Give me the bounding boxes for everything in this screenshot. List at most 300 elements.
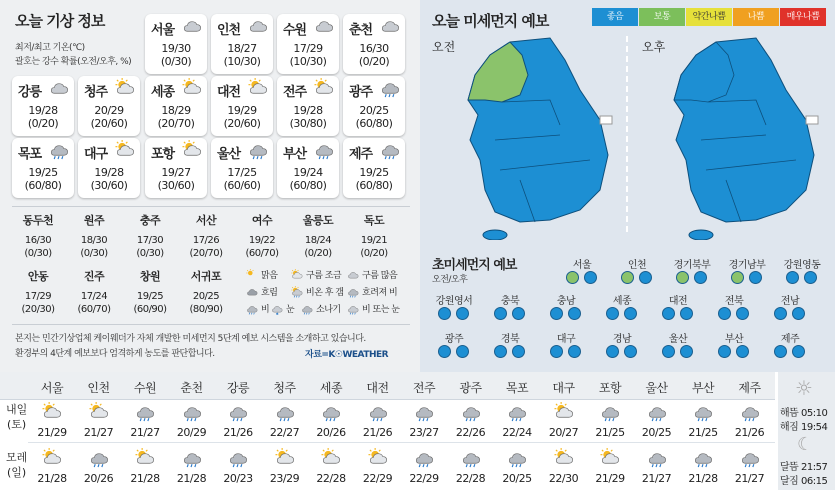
tomorrow-temp: 21/29 <box>37 426 67 439</box>
city-name: 목포 <box>18 147 42 162</box>
city-name: 충주 <box>139 214 161 227</box>
city-rain: (10/30) <box>223 55 261 68</box>
city-values <box>343 166 405 192</box>
city-cell <box>14 212 62 260</box>
rain-note: 괄호는 강수 확률(오전/오후, %) <box>15 57 132 67</box>
region-pm-dot <box>639 271 652 284</box>
dayafter-temp: 21/29 <box>595 472 625 485</box>
region-pm-dot <box>792 307 805 320</box>
sun-cloud-icon <box>551 402 577 422</box>
city-rain: (10/30) <box>289 55 327 68</box>
dayafter-temp: 21/28 <box>37 472 67 485</box>
map-am <box>440 30 620 240</box>
tomorrow-temp: 20/29 <box>176 426 207 439</box>
tomorrow-temp: 22/24 <box>502 426 532 439</box>
tomorrow-temp: 20/26 <box>316 426 346 439</box>
region-am-dot <box>550 345 563 358</box>
cloud-icon <box>313 16 335 36</box>
rain-icon <box>458 402 484 422</box>
rain-icon <box>318 402 344 422</box>
dayafter-temp: 22/29 <box>409 472 439 485</box>
legend-label: 소나기 <box>316 305 341 315</box>
city-rain: (0/20) <box>358 55 390 68</box>
tomorrow-temp: 21/26 <box>734 426 765 439</box>
sun-cloud-icon <box>132 448 158 468</box>
city-temp: 18/30 <box>80 235 108 246</box>
region-name: 대구 <box>556 334 576 345</box>
rain-icon <box>411 448 437 468</box>
region-am-dot <box>718 345 731 358</box>
legend-item <box>290 285 344 298</box>
sun-cloud-icon <box>247 78 269 98</box>
dust-level: 좋음 <box>592 8 638 26</box>
region-name: 대전 <box>668 296 688 307</box>
city-rain: (30/80) <box>289 117 327 130</box>
dayafter-temp: 21/28 <box>130 472 160 485</box>
city-rain: (0/30) <box>24 248 52 259</box>
legend-item <box>346 285 397 298</box>
tomorrow-temp: 22/26 <box>455 426 486 439</box>
city-card <box>78 138 140 198</box>
legend-item <box>300 302 341 315</box>
city-name: 전주 <box>283 85 307 100</box>
city-values <box>126 234 174 260</box>
temp-note: 최저/최고 기온(℃) <box>15 43 85 53</box>
rain-icon <box>737 402 763 422</box>
city-cell <box>182 268 230 316</box>
region-am-dot <box>566 271 579 284</box>
region-name: 강원영동 <box>783 260 821 271</box>
forecast-city: 세종 <box>319 381 343 395</box>
city-values <box>12 166 74 192</box>
rain-icon <box>690 402 716 422</box>
city-temp: 20/25 <box>359 104 389 117</box>
region-pm-dot <box>804 271 817 284</box>
city-card <box>277 76 339 136</box>
snow-icon <box>270 303 284 315</box>
rain-icon <box>458 448 484 468</box>
region-am-dot <box>774 345 787 358</box>
city-name: 여수 <box>251 214 273 227</box>
region-name: 세종 <box>612 296 632 307</box>
legend-label: 눈 <box>286 305 295 315</box>
city-rain: (0/30) <box>80 248 108 259</box>
region-am-dot <box>550 307 563 320</box>
dayafter-temp: 21/28 <box>688 472 718 485</box>
rain-icon <box>597 402 623 422</box>
rain-icon <box>225 402 251 422</box>
rain-icon <box>365 402 391 422</box>
city-name: 춘천 <box>349 23 373 38</box>
region-name: 충북 <box>500 296 520 307</box>
map-pm <box>646 30 826 240</box>
forecast-city: 대구 <box>552 381 575 395</box>
cloud-rain-icon <box>346 286 360 298</box>
city-rain: (60/80) <box>355 117 393 130</box>
sun-cloud-icon <box>272 448 298 468</box>
city-card <box>12 76 74 136</box>
city-rain: (20/60) <box>90 117 128 130</box>
city-rain: (30/60) <box>90 179 128 192</box>
region-am-dot <box>621 271 634 284</box>
city-name: 대구 <box>84 147 108 162</box>
city-temp: 17/26 <box>192 235 220 246</box>
tomorrow-temp: 20/25 <box>641 426 672 439</box>
rain-icon <box>737 448 763 468</box>
city-cell <box>126 212 174 260</box>
city-name: 수원 <box>283 23 307 38</box>
region-pm-dot <box>749 271 762 284</box>
forecast-city: 춘천 <box>180 381 203 395</box>
cloud-icon <box>181 16 203 36</box>
region-name: 인천 <box>627 260 647 271</box>
city-temp: 19/24 <box>293 166 323 179</box>
city-values <box>277 42 339 68</box>
dayafter-temp: 22/28 <box>316 472 346 485</box>
rain-icon <box>313 140 335 160</box>
region-am-dot <box>606 307 619 320</box>
region-pm-dot <box>456 345 469 358</box>
city-values <box>211 166 273 192</box>
rain-icon <box>48 140 70 160</box>
sun-cloud-icon <box>313 78 335 98</box>
city-rain: (60/60) <box>223 179 261 192</box>
sun-cloud-icon <box>39 448 65 468</box>
legend-label: 흐려져 비 <box>362 288 398 298</box>
legend-label: 흐림 <box>261 288 278 298</box>
cloud-icon <box>48 78 70 98</box>
city-values <box>294 234 342 260</box>
tomorrow-temp: 21/27 <box>130 426 160 439</box>
city-values <box>182 290 230 316</box>
city-rain: (60/80) <box>289 179 327 192</box>
legend-label: 구름 조금 <box>306 271 342 281</box>
city-values <box>14 290 62 316</box>
rain-icon <box>179 448 205 468</box>
region-pm-dot <box>456 307 469 320</box>
city-values <box>350 234 398 260</box>
city-temp: 19/27 <box>161 166 191 179</box>
dayafter-temp: 20/25 <box>502 472 532 485</box>
city-values <box>277 104 339 130</box>
forecast-city: 목포 <box>505 381 529 395</box>
dust-level: 나쁨 <box>733 8 779 26</box>
dayafter-label: 모레 <box>6 451 28 464</box>
city-name: 안동 <box>27 270 49 283</box>
city-name: 대전 <box>217 85 241 100</box>
city-card <box>277 14 339 74</box>
city-values <box>145 42 207 68</box>
region-name: 서울 <box>572 260 592 271</box>
region-am-dot <box>494 307 507 320</box>
region-pm-dot <box>624 307 637 320</box>
city-cell <box>14 268 62 316</box>
city-temp: 17/30 <box>136 235 164 246</box>
city-name: 진주 <box>83 270 105 283</box>
overcast-icon <box>245 286 259 298</box>
region-name: 충남 <box>556 296 576 307</box>
region-am-dot <box>786 271 799 284</box>
city-temp: 19/22 <box>248 235 276 246</box>
city-name: 포항 <box>151 147 175 162</box>
city-values <box>343 104 405 130</box>
city-card <box>145 76 207 136</box>
legend-item <box>245 285 277 298</box>
city-name: 청주 <box>84 85 108 100</box>
city-temp: 18/24 <box>304 235 332 246</box>
city-values <box>70 234 118 260</box>
rain-icon <box>379 140 401 160</box>
rain-icon <box>86 448 112 468</box>
city-temp: 19/28 <box>28 104 58 117</box>
dayafter-temp: 22/30 <box>548 472 579 485</box>
region-am-dot <box>662 345 675 358</box>
city-values <box>182 234 230 260</box>
legend-label: 비온 후 갬 <box>306 288 344 298</box>
sunrise-time: 해뜸 05:10 <box>780 408 828 419</box>
city-rain: (20/70) <box>189 248 223 259</box>
city-temp: 19/25 <box>28 166 58 179</box>
city-values <box>145 166 207 192</box>
city-rain: (0/20) <box>360 248 388 259</box>
rain-icon <box>179 402 205 422</box>
forecast-city: 전주 <box>412 381 436 395</box>
svg-text:✱: ✱ <box>275 311 279 315</box>
legend-item <box>290 268 341 281</box>
region-am-dot <box>606 345 619 358</box>
city-values <box>126 290 174 316</box>
legend-label: 비 또는 눈 <box>362 305 400 315</box>
tomorrow-temp: 20/27 <box>548 426 579 439</box>
region-name: 경기남부 <box>728 260 766 271</box>
region-am-dot <box>494 345 507 358</box>
city-temp: 17/29 <box>293 42 323 55</box>
rain-icon <box>132 402 158 422</box>
city-card <box>211 76 273 136</box>
sunset-time: 해짐 19:54 <box>780 422 828 433</box>
legend-item <box>245 268 277 281</box>
tomorrow-temp: 21/26 <box>223 426 253 439</box>
forecast-city: 인천 <box>87 381 110 395</box>
city-cell <box>70 268 118 316</box>
region-name: 광주 <box>444 334 464 345</box>
region-name: 제주 <box>780 334 800 345</box>
dust-level: 매우나쁨 <box>780 8 826 26</box>
region-pm-dot <box>680 345 693 358</box>
city-name: 강릉 <box>18 85 42 100</box>
region-pm-dot <box>584 271 597 284</box>
cloud-icon <box>346 269 360 281</box>
moonset-time: 달짐 06:15 <box>780 476 828 487</box>
city-rain: (60/80) <box>355 179 393 192</box>
region-name: 강원영서 <box>435 296 473 307</box>
forecast-city: 포항 <box>598 381 622 395</box>
sun-cloud-icon <box>114 140 136 160</box>
city-temp: 19/28 <box>293 104 323 117</box>
shower-icon <box>300 303 314 315</box>
dayafter-temp: 21/27 <box>734 472 765 485</box>
city-values <box>78 104 140 130</box>
city-temp: 20/25 <box>192 291 220 302</box>
city-temp: 16/30 <box>24 235 52 246</box>
forecast-city: 강릉 <box>226 381 250 395</box>
forecast-city: 울산 <box>645 381 668 395</box>
region-name: 전남 <box>780 296 800 307</box>
city-temp: 17/25 <box>227 166 257 179</box>
city-rain: (20/70) <box>157 117 195 130</box>
region-pm-dot <box>680 307 693 320</box>
forecast-city: 제주 <box>738 381 761 395</box>
sun-cloud-icon <box>114 78 136 98</box>
city-rain: (20/60) <box>223 117 261 130</box>
cloud-icon <box>379 16 401 36</box>
region-pm-dot <box>568 307 581 320</box>
city-name: 세종 <box>151 85 175 100</box>
city-values <box>78 166 140 192</box>
city-rain: (60/70) <box>245 248 279 259</box>
moonrise-time: 달뜸 21:57 <box>780 462 828 473</box>
forecast-city: 부산 <box>691 381 715 395</box>
dayafter-temp: 23/29 <box>269 472 300 485</box>
region-am-dot <box>718 307 731 320</box>
city-name: 창원 <box>139 270 161 283</box>
city-rain: (0/30) <box>160 55 192 68</box>
dayafter-day: (일) <box>7 466 27 479</box>
tomorrow-temp: 22/27 <box>269 426 300 439</box>
city-cell <box>126 268 174 316</box>
legend-label: 구름 많음 <box>362 271 398 281</box>
city-name: 제주 <box>349 147 373 162</box>
region-pm-dot <box>792 345 805 358</box>
region-am-dot <box>676 271 689 284</box>
sun-cloud-icon <box>86 402 112 422</box>
region-am-dot <box>438 307 451 320</box>
city-values <box>145 104 207 130</box>
city-name: 인천 <box>217 23 241 38</box>
region-am-dot <box>774 307 787 320</box>
city-name: 울릉도 <box>302 214 334 227</box>
city-temp: 19/29 <box>227 104 257 117</box>
forecast-city: 대전 <box>366 381 389 395</box>
region-pm-dot <box>512 345 525 358</box>
region-name: 경남 <box>612 334 632 345</box>
city-card <box>343 138 405 198</box>
am-label: 오전 <box>432 40 456 54</box>
sun-cloud-icon <box>290 269 304 281</box>
city-rain: (30/60) <box>157 179 195 192</box>
source-label: 자료=K☉WEATHER <box>305 350 389 360</box>
sun-cloud-icon <box>318 448 344 468</box>
city-temp: 19/21 <box>360 235 388 246</box>
city-rain: (80/90) <box>189 304 223 315</box>
region-am-dot <box>662 307 675 320</box>
rain-icon <box>272 402 298 422</box>
city-cell <box>350 212 398 260</box>
dust-title: 오늘 미세먼지 예보 <box>432 12 549 30</box>
city-name: 원주 <box>83 214 105 227</box>
city-values <box>70 290 118 316</box>
sun-cloud-icon <box>39 402 65 422</box>
forecast-city: 서울 <box>40 381 64 395</box>
ultrafine-title: 초미세먼지 예보 <box>432 258 517 273</box>
city-card <box>211 14 273 74</box>
dust-level: 보통 <box>639 8 685 26</box>
sun-cloud-icon <box>365 448 391 468</box>
rain-icon <box>379 78 401 98</box>
footer-note-2: 환경부의 4단계 예보보다 엄격하게 농도를 판단합니다. <box>15 349 215 359</box>
city-name: 광주 <box>349 85 373 100</box>
city-temp: 20/29 <box>94 104 124 117</box>
dayafter-temp: 21/27 <box>641 472 672 485</box>
legend-item <box>346 268 397 281</box>
city-temp: 19/28 <box>94 166 124 179</box>
city-temp: 18/27 <box>227 42 257 55</box>
rain-icon <box>225 448 251 468</box>
footer-note-1: 본지는 민간기상업체 케이웨더가 자체 개발한 미세먼지 5단계 예보 시스템을 소개하고 있습니다. <box>15 334 366 344</box>
legend-item <box>270 302 294 315</box>
region-pm-dot <box>624 345 637 358</box>
rain-icon <box>690 448 716 468</box>
city-card <box>211 138 273 198</box>
dust-level: 약간나쁨 <box>686 8 732 26</box>
region-name: 경북 <box>500 334 520 345</box>
city-rain: (60/90) <box>133 304 167 315</box>
tomorrow-temp: 21/27 <box>83 426 114 439</box>
city-rain: (20/30) <box>21 304 55 315</box>
city-name: 서귀포 <box>190 270 222 283</box>
city-card <box>145 14 207 74</box>
dayafter-temp: 22/28 <box>455 472 486 485</box>
city-name: 독도 <box>363 214 385 227</box>
region-pm-dot <box>694 271 707 284</box>
rain-icon <box>245 303 259 315</box>
city-rain: (60/80) <box>24 179 62 192</box>
tomorrow-temp: 21/26 <box>362 426 393 439</box>
city-temp: 19/30 <box>161 42 191 55</box>
rain-icon <box>247 140 269 160</box>
region-pm-dot <box>736 307 749 320</box>
forecast-strip <box>0 372 835 490</box>
city-temp: 19/25 <box>136 291 164 302</box>
city-values <box>238 234 286 260</box>
dayafter-temp: 22/29 <box>362 472 393 485</box>
region-name: 울산 <box>668 334 688 345</box>
city-card <box>343 76 405 136</box>
legend-item <box>245 302 269 315</box>
city-values <box>211 104 273 130</box>
city-rain: (0/20) <box>304 248 332 259</box>
city-cell <box>238 212 286 260</box>
sun-cloud-icon <box>181 140 203 160</box>
rain-icon <box>411 402 437 422</box>
city-values <box>211 42 273 68</box>
ultrafine-sub: 오전/오후 <box>432 275 468 285</box>
city-name: 울산 <box>217 147 241 162</box>
dayafter-temp: 21/28 <box>176 472 207 485</box>
region-am-dot <box>438 345 451 358</box>
pm-label: 오후 <box>642 40 666 54</box>
city-values <box>14 234 62 260</box>
city-card <box>277 138 339 198</box>
sleet-icon <box>346 303 360 315</box>
city-name: 서울 <box>151 23 175 38</box>
city-card <box>12 138 74 198</box>
city-temp: 16/30 <box>359 42 389 55</box>
rain-icon <box>504 402 530 422</box>
region-am-dot <box>731 271 744 284</box>
region-name: 경기북부 <box>673 260 711 271</box>
forecast-city: 광주 <box>459 381 482 395</box>
